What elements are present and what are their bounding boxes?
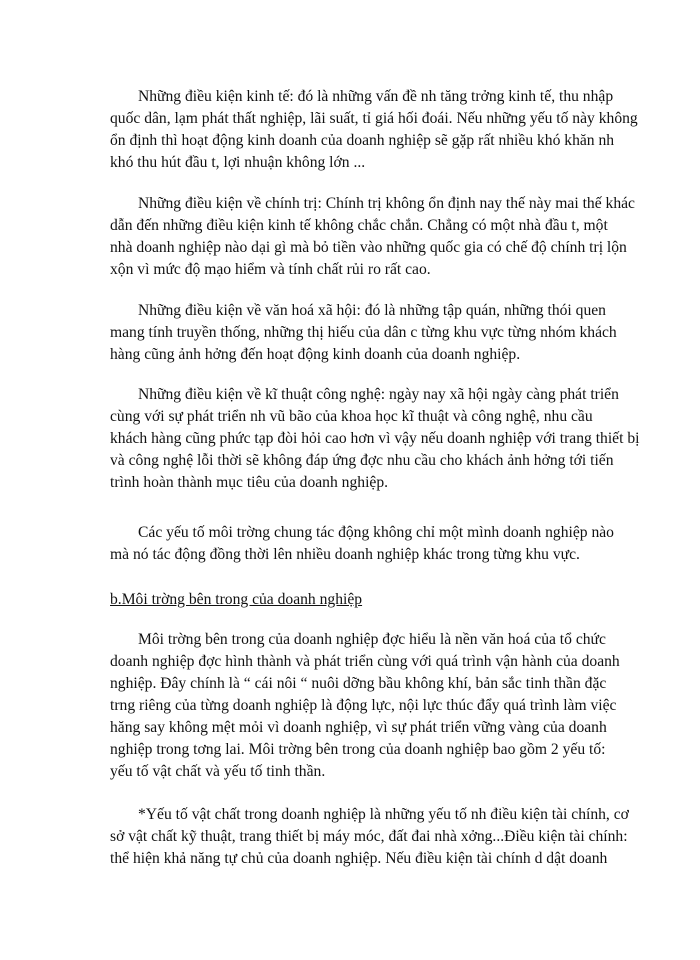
paragraph-economic-conditions xyxy=(110,86,638,174)
text-line: nhà doanh nghiệp nào dại gì mà bỏ tiền vào những quốc gia có chế độ chính trị lộn xyxy=(110,239,627,256)
text-line: mà nó tác động đồng thời lên nhiều doanh nghiệp khác trong từng khu vực. xyxy=(110,546,580,563)
text-line: yếu tố vật chất và yếu tố tinh thần. xyxy=(110,763,326,780)
section-heading: b.Môi trờng bên trong của doanh nghiệp xyxy=(110,591,363,608)
paragraph-cultural-conditions xyxy=(110,300,630,366)
text-line: dẫn đến những điều kiện kinh tế không chắc chắn. Chẳng có một nhà đầu t, một xyxy=(110,217,608,234)
text-line: trình hoàn thành mục tiêu của doanh nghiệp. xyxy=(110,474,389,491)
text-line: mang tính truyền thống, những thị hiếu của dân c từng khu vực từng nhóm khách xyxy=(110,324,617,341)
text-line: cùng với sự phát triển nh vũ bão của khoa học kĩ thuật và công nghệ, nhu cầu xyxy=(110,408,593,425)
paragraph-technology-conditions xyxy=(110,384,640,494)
text-line: Những điều kiện về văn hoá xã hội: đó là những tập quán, những thói quen xyxy=(138,302,606,319)
text-line: Những điều kiện kinh tế: đó là những vấn đề nh tăng trởng kinh tế, thu nhập xyxy=(138,88,614,105)
paragraph-political-conditions xyxy=(110,193,635,281)
text-line: hăng say không mệt mỏi vì doanh nghiệp, vì sự phát triển vững vàng của doanh xyxy=(110,719,607,736)
text-line: *Yếu tố vật chất trong doanh nghiệp là những yếu tố nh điều kiện tài chính, cơ xyxy=(138,806,629,823)
text-line: Những điều kiện về chính trị: Chính trị không ổn định nay thế này mai thế khác xyxy=(138,195,635,212)
text-line: quốc dân, lạm phát thất nghiệp, lãi suất, tỉ giá hối đoái. Nếu những yếu tố này không xyxy=(110,110,638,127)
text-line: hàng cũng ảnh hởng đến hoạt động kinh doanh của doanh nghiệp. xyxy=(110,346,521,363)
text-line: sở vật chất kỹ thuật, trang thiết bị máy móc, đất đai nhà xởng...Điều kiện tài chính: xyxy=(110,828,628,845)
text-line: ổn định thì hoạt động kinh doanh của doanh nghiệp sẽ gặp rất nhiều khó khăn nh xyxy=(110,132,615,149)
paragraph-internal-environment xyxy=(110,629,630,783)
text-line: trng riêng của từng doanh nghiệp là động lực, nội lực thúc đẩy quá trình làm việc xyxy=(110,697,617,714)
text-line: thể hiện khả năng tự chủ của doanh nghiệp. Nếu điều kiện tài chính d dật doanh xyxy=(110,850,608,867)
paragraph-material-factors xyxy=(110,804,630,870)
text-line: nghiệp. Đây chính là “ cái nôi “ nuôi dỡng bầu không khí, bản sắc tinh thần đặc xyxy=(110,675,607,692)
text-line: Các yếu tố môi trờng chung tác động không chỉ một mình doanh nghiệp nào xyxy=(138,524,614,541)
text-line: nghiệp trong tơng lai. Môi trờng bên trong của doanh nghiệp bao gồm 2 yếu tố: xyxy=(110,741,606,758)
paragraph-environment-factors xyxy=(110,522,630,566)
text-line: Những điều kiện về kĩ thuật công nghệ: ngày nay xã hội ngày càng phát triển xyxy=(138,386,619,403)
text-line: khó thu hút đầu t, lợi nhuận không lớn ... xyxy=(110,154,366,171)
text-line: xộn vì mức độ mạo hiểm và tính chất rủi ro rất cao. xyxy=(110,261,431,278)
text-line: khách hàng cũng phức tạp đòi hỏi cao hơn vì vậy nếu doanh nghiệp với trang thiết bị xyxy=(110,430,640,447)
text-line: doanh nghiệp đợc hình thành và phát triển cùng với quá trình vận hành của doanh xyxy=(110,653,620,670)
text-line: và công nghệ lỗi thời sẽ không đáp ứng đợc nhu cầu cho khách ảnh hởng tới tiến xyxy=(110,452,614,469)
text-line: Môi trờng bên trong của doanh nghiệp đợc hiểu là nền văn hoá của tổ chức xyxy=(138,631,606,648)
